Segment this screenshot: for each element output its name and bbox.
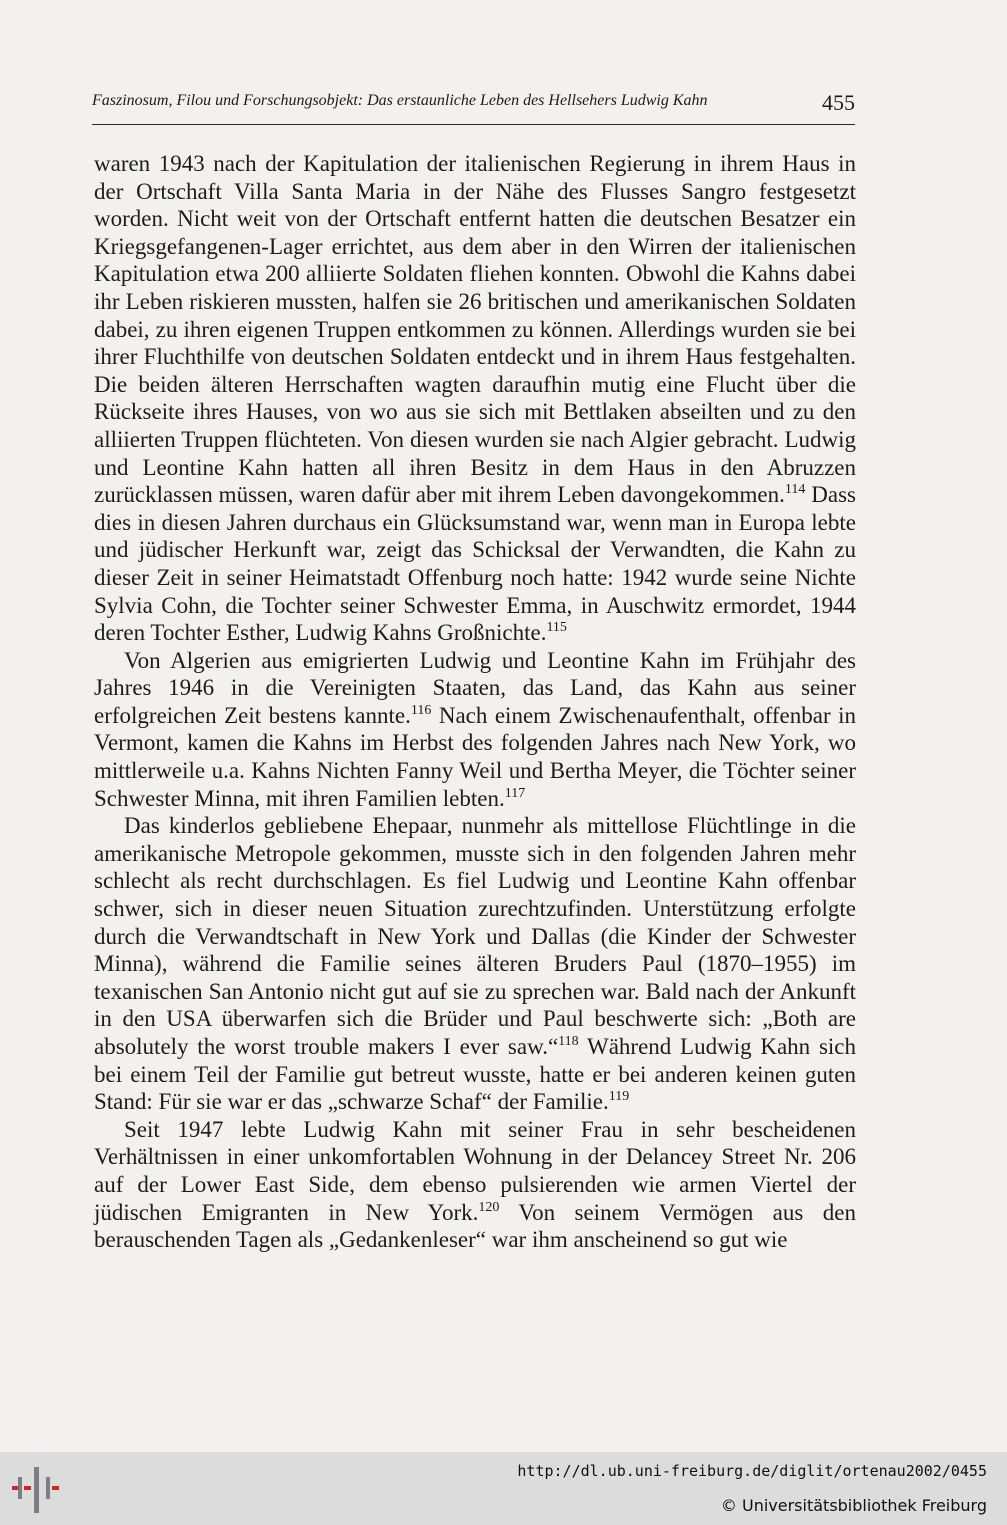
footer-copyright: © Universitätsbibliothek Freiburg xyxy=(720,1496,987,1515)
footer-url[interactable]: http://dl.ub.uni-freiburg.de/diglit/ortenau2002/0455 xyxy=(517,1462,987,1480)
text-segment: Seit 1947 lebte Ludwig Kahn mit seiner Frau in sehr bescheidenen Verhältnissen in einer unkomfortablen Wohnung in der Delancey Street Nr. 206 auf der Lower East Side, dem ebenso pulsierenden wie armen Viertel der jüdischen Emigranten in New York. xyxy=(94,1116,856,1225)
header-divider xyxy=(92,124,855,125)
text-segment: waren 1943 nach der Kapitulation der italienischen Regierung in ihrem Haus in der Ortschaft Villa Santa Maria in der Nähe des Flusses Sangro festgesetzt worden. Nicht weit von der Ortschaft entfernt hatten die deutschen Besatzer ein Kriegsgefangenen-Lager errichtet, aus dem aber in den Wirren der italienischen Kapitulation etwa 200 alliierte Soldaten fliehen konnten. Obwohl die Kahns dabei ihr Leben riskieren mussten, halfen sie 26 britischen und amerikanischen Soldaten dabei, zu ihren eigenen Truppen entkommen zu können. Allerdings wurden sie bei ihrer Fluchthilfe von deutschen Soldaten entdeckt und in ihrem Haus festgehalten. Die beiden älteren Herrschaften wagten daraufhin mutig eine Flucht über die Rückseite ihres Hauses, von wo aus sie sich mit Bettlaken abseilten und zu den alliierten Truppen flüchteten. Von diesen wurden sie nach Algier gebracht. Ludwig und Leontine Kahn hatten all ihren Besitz in dem Haus in den Abruzzen zurücklassen müssen, waren dafür aber mit ihrem Leben davongekommen. xyxy=(94,151,856,508)
paragraph xyxy=(94,647,856,813)
running-title: Faszinosum, Filou und Forschungsobjekt: Das erstaunliche Leben des Hellsehers Ludwig Kahn xyxy=(92,92,708,109)
paragraph xyxy=(94,1116,856,1254)
footnote-ref[interactable]: 120 xyxy=(478,1199,500,1215)
page-number: 455 xyxy=(822,90,855,115)
paragraph xyxy=(94,812,856,1116)
text-segment: Von seinem Vermögen aus den berauschenden Tagen als „Gedankenleser“ war ihm anscheinend so gut wie xyxy=(94,1199,856,1253)
footnote-ref[interactable]: 116 xyxy=(410,702,432,718)
footnote-ref[interactable]: 117 xyxy=(504,785,526,801)
footnote-ref[interactable]: 114 xyxy=(784,482,806,498)
text-segment: Dass dies in diesen Jahren durchaus ein Glücksumstand war, wenn man in Europa lebte und jüdischer Herkunft war, zeigt das Schicksal der Verwandten, die Kahn zu dieser Zeit in seiner Heimatstadt Offenburg noch hatte: 1942 wurde seine Nichte Sylvia Cohn, die Tochter seiner Schwester Emma, in Auschwitz ermordet, 1944 deren Tochter Esther, Ludwig Kahns Großnichte. xyxy=(94,482,856,646)
footnote-ref[interactable]: 119 xyxy=(608,1089,630,1105)
text-segment: Von Algerien aus emigrierten Ludwig und Leontine Kahn im Frühjahr des Jahres 1946 in die Vereinigten Staaten, das Land, das Kahn aus seiner erfolgreichen Zeit bestens kannte. xyxy=(94,647,856,728)
footnote-ref[interactable]: 118 xyxy=(558,1034,579,1049)
text-segment: Das kinderlos gebliebene Ehepaar, nunmehr als mittellose Flüchtlinge in die amerikanische Metropole gekommen, musste sich in den folgenden Jahren mehr schlecht als recht durchschlagen. Es fiel Ludwig und Leontine Kahn offenbar schwer, sich in dieser neuen Situation zurechtzufinden. Unterstützung erfolgte durch die Verwandtschaft in New York und Dallas (die Kinder der Schwester Minna), während die Familie seines älteren Bruders Paul (1870–1955) im texanischen San Antonio nicht gut auf sie zu sprechen war. Bald nach der Ankunft in den USA überwarfen sich die Brüder und Paul beschwerte sich: „Both are absolutely the worst trouble makers I ever saw.“ xyxy=(94,813,856,1059)
text-segment: Nach einem Zwischenaufenthalt, offenbar in Vermont, kamen die Kahns im Herbst des folgenden Jahres nach New York, wo mittlerweile u.a. Kahns Nichten Fanny Weil und Bertha Meyer, die Töchter seiner Schwester Minna, mit ihren Familien lebten. xyxy=(94,702,856,811)
paragraph xyxy=(94,150,856,647)
running-head xyxy=(92,92,855,110)
body-text xyxy=(94,150,856,1254)
footnote-ref[interactable]: 115 xyxy=(546,620,567,636)
ub-freiburg-logo-icon[interactable] xyxy=(12,1463,66,1517)
text-segment: Während Ludwig Kahn sich bei einem Teil der Familie gut betreut wusste, hatte er bei anderen keinen guten Stand: Für sie war er das „schwarze Schaf“ der Familie. xyxy=(94,1034,856,1115)
